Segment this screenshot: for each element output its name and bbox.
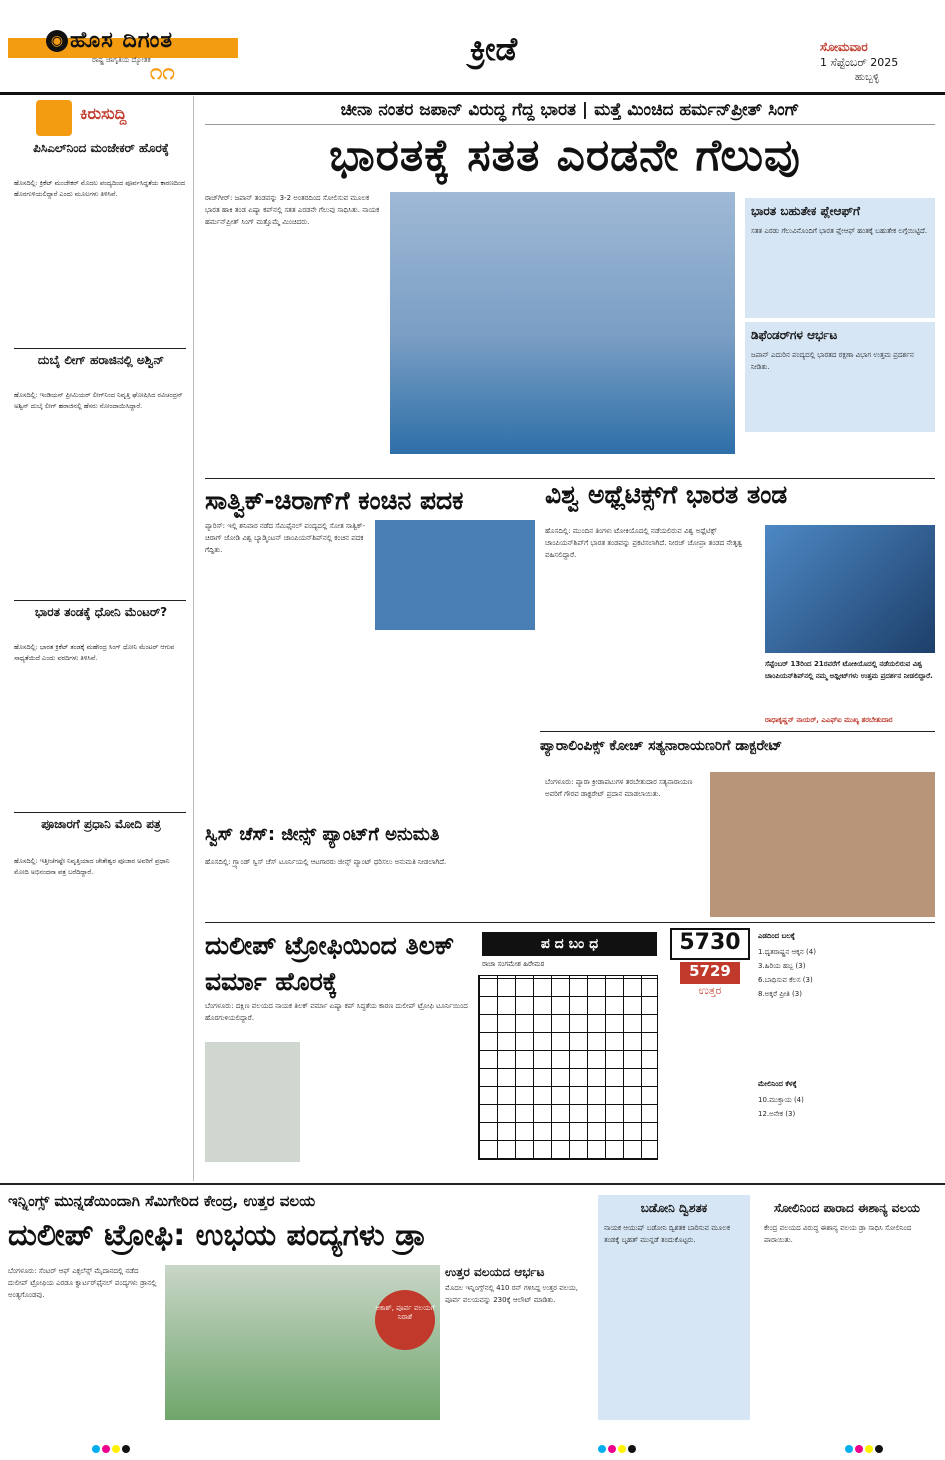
brief-title[interactable]: ದುಬೈ ಲೀಗ್ ಹರಾಜಿನಲ್ಲಿ ಅಶ್ವಿನ್ xyxy=(37,353,165,367)
sub-body: ಮೊದಲ ಇನ್ನಿಂಗ್ಸ್‌ನಲ್ಲಿ 410 ರನ್ ಗಳಿಸಿದ್ದ ಉತ್ತರ ವಲಯ, ಪೂರ್ವ ವಲಯವನ್ನು 230ಕ್ಕೆ ಆಲೌಟ್ ಮಾಡಿತು. xyxy=(445,1284,578,1304)
side-story xyxy=(598,1195,750,1420)
side-story xyxy=(758,1195,936,1420)
lead-body: ರಾಜ್‌ಗೀರ್: ಜಪಾನ್ ತಂಡವನ್ನು 3-2 ಅಂತರದಿಂದ ಸೋಲಿಸುವ ಮೂಲಕ ಭಾರತ ಹಾಕಿ ತಂಡ ಏಷ್ಯಾ ಕಪ್‌ನಲ್ಲಿ ಸತತ ಎರಡನೇ ಗೆಲುವು ಸಾಧಿಸಿತು. ನಾಯಕ ಹರ್ಮನ್‌ಪ್ರೀತ್ ಸಿಂಗ್ ಮತ್ತೊಮ್ಮೆ ಮಿಂಚಿದರು. xyxy=(205,194,380,226)
sub-headline: ಉತ್ತರ ವಲಯದ ಆರ್ಭಟ xyxy=(445,1265,545,1279)
hockey-photo xyxy=(390,192,735,454)
divider xyxy=(205,478,935,479)
tilak-photo xyxy=(205,1042,300,1162)
lead-body-cont xyxy=(205,460,735,476)
clue: 6.ಬಾಧಿಸುವ ಕೆಲಸ (3) xyxy=(758,976,813,984)
print-registration-marks xyxy=(0,1430,945,1460)
date-day: ಸೋಮವಾರ xyxy=(820,40,868,54)
lead-headline[interactable]: ಭಾರತಕ್ಕೆ ಸತತ ಎರಡನೇ ಗೆಲುವು xyxy=(329,130,801,181)
divider xyxy=(0,1183,945,1185)
side-story-title: ಸೋಲಿನಿಂದ ಪಾರಾದ ಈಶಾನ್ಯ ವಲಯ xyxy=(773,1201,921,1215)
side-box-body: ಸತತ ಎರಡು ಗೆಲುವಿನೊಂದಿಗೆ ಭಾರತ ಪ್ಲೇಆಫ್ ಹಂತಕ್ಕೆ ಬಹುತೇಕ ಲಗ್ಗೆಯಿಟ್ಟಿದೆ. xyxy=(751,227,928,235)
brief-title[interactable]: ಪೂಜಾರಗೆ ಪ್ರಧಾನಿ ಮೋದಿ ಪತ್ರ xyxy=(41,817,161,831)
duleep-tilak-headline[interactable]: ದುಲೀಪ್ ಟ್ರೋಫಿಯಿಂದ ತಿಲಕ್ ವರ್ಮಾ ಹೊರಕ್ಕೆ xyxy=(205,931,455,996)
duleep-tilak-body: ಬೆಂಗಳೂರು: ದಕ್ಷಿಣ ವಲಯದ ನಾಯಕ ತಿಲಕ್ ವರ್ಮಾ ಏಷ್ಯಾ ಕಪ್ ಸಿದ್ಧತೆಯ ಕಾರಣ ದುಲೀಪ್ ಟ್ರೋಫಿ ಟೂರ್ನಿಯಿಂದ ಹೊರಗುಳಿಯಲಿದ್ದಾರೆ. xyxy=(205,1002,468,1022)
section-title: ಕ್ರೀಡೆ xyxy=(470,30,518,68)
edition-city: ಹುಬ್ಬಳ್ಳಿ xyxy=(855,72,880,83)
duleep-kicker: ಇನ್ನಿಂಗ್ಸ್ ಮುನ್ನಡೆಯಿಂದಾಗಿ ಸೆಮಿಗೇರಿದ ಕೇಂದ್ರ, ಉತ್ತರ ವಲಯ xyxy=(8,1192,316,1210)
divider xyxy=(14,600,186,601)
divider xyxy=(14,812,186,813)
paralympic-body: ಬೆಂಗಳೂರು: ಪ್ಯಾರಾ ಕ್ರೀಡಾಪಟುಗಳ ತರಬೇತುದಾರ ಸತ್ಯನಾರಾಯಣ ಅವರಿಗೆ ಗೌರವ ಡಾಕ್ಟರೇಟ್ ಪ್ರದಾನ ಮಾಡಲಾಯಿತು. xyxy=(545,778,693,798)
brief-body: ಹೊಸದಿಲ್ಲಿ: ಇಂಡಿಯನ್ ಪ್ರೀಮಿಯರ್ ಲೀಗ್‌ನಿಂದ ನಿವೃತ್ತಿ ಘೋಷಿಸಿದ ರವಿಚಂದ್ರನ್ ಅಶ್ವಿನ್ ದುಬೈ ಲೀಗ್ ಹರಾಜಿನಲ್ಲಿ ಹೆಸರು ನೋಂದಾಯಿಸಿದ್ದಾರೆ. xyxy=(14,391,183,410)
side-box xyxy=(745,198,935,318)
puzzle-prev-number: 5729 xyxy=(680,962,740,984)
divider xyxy=(205,922,935,923)
side-box-body: ಜಪಾನ್ ಎದುರಿನ ಪಂದ್ಯದಲ್ಲಿ ಭಾರತದ ರಕ್ಷಣಾ ವಿಭಾಗ ಉತ್ತಮ ಪ್ರದರ್ಶನ ನೀಡಿತು. xyxy=(751,351,914,371)
side-box xyxy=(745,322,935,432)
brief-body: ಹೊಸದಿಲ್ಲಿ: ಇತ್ತೀಚೆಗಷ್ಟೇ ನಿವೃತ್ತಿಯಾದ ಚೇತೇಶ್ವರ ಪೂಜಾರ ಅವರಿಗೆ ಪ್ರಧಾನಿ ಮೋದಿ ಅಭಿನಂದನಾ ಪತ್ರ ಬರೆದಿದ್ದಾರೆ. xyxy=(14,857,170,876)
divider xyxy=(14,348,186,349)
clue: 3.ಹಿರಿಯ ಹಬ್ಬ (3) xyxy=(758,962,806,970)
divider xyxy=(540,731,935,732)
lead-kicker: ಚೀನಾ ನಂತರ ಜಪಾನ್ ವಿರುದ್ಧ ಗೆದ್ದ ಭಾರತ | ಮತ್ತೆ ಮಿಂಚಿದ ಹರ್ಮನ್‌ಪ್ರೀತ್ ಸಿಂಗ್ xyxy=(205,96,935,125)
side-box-title: ಡಿಫೆಂಡರ್‌ಗಳ ಆರ್ಭಟ xyxy=(751,328,838,342)
duleep-body: ಬೆಂಗಳೂರು: ಸೆಂಟರ್ ಆಫ್ ಎಕ್ಸಲೆನ್ಸ್ ಮೈದಾನದಲ್ಲಿ ನಡೆದ ದುಲೀಪ್ ಟ್ರೋಫಿಯ ಎರಡೂ ಕ್ವಾರ್ಟರ್‌ಫೈನಲ್ ಪಂದ್ಯಗಳು ಡ್ರಾನಲ್ಲಿ ಅಂತ್ಯಗೊಂಡವು. xyxy=(8,1267,157,1299)
date: 1 ಸೆಪ್ಟೆಂಬರ್ 2025 xyxy=(820,56,899,69)
chess-body: ಹೊಸದಿಲ್ಲಿ: ಗ್ರ್ಯಾಂಡ್ ಸ್ವಿಸ್ ಚೆಸ್ ಟೂರ್ನಿಯಲ್ಲಿ ಆಟಗಾರರು ಜೀನ್ಸ್ ಪ್ಯಾಂಟ್ ಧರಿಸಲು ಅನುಮತಿ ನೀಡಲಾಗಿದೆ. xyxy=(205,858,447,866)
satwik-body: ಪ್ಯಾರಿಸ್: ಇಲ್ಲಿ ಶನಿವಾರ ನಡೆದ ಸೆಮಿಫೈನಲ್ ಪಂದ್ಯದಲ್ಲಿ ಸೋತ ಸಾತ್ವಿಕ್-ಚಿರಾಗ್ ಜೋಡಿ ವಿಶ್ವ ಬ್ಯಾಡ್ಮಿಂಟನ್ ಚಾಂಪಿಯನ್‌ಶಿಪ್‌ನಲ್ಲಿ ಕಂಚಿನ ಪದಕ ಗೆದ್ದಿತು. xyxy=(205,522,365,554)
brief-body: ಹೊಸದಿಲ್ಲಿ: ಕ್ರಿಕೆಟ್ ಮಂಜೇಕರ್ ಮೊದಲ ಪಂದ್ಯದಿಂದ ಪೂರ್ವಸಿದ್ಧತೆಯ ಕಾರಣದಿಂದ ಹೊರಗುಳಿಯಲಿದ್ದಾರೆ ಎಂದು ಮೂಲಗಳು ತಿಳಿಸಿವೆ. xyxy=(14,179,186,198)
kiru-label: ಕಿರುಸುದ್ದಿ xyxy=(80,104,127,123)
puzzle-author: ರಾಜಾ ಸಂಗಮೇಶ ಹಿರೇಮಠ xyxy=(482,960,545,968)
logo-tagline: ರಾಷ್ಟ್ರ ಜಾಗೃತಿಯ ದ್ಯೋತಕ xyxy=(92,56,151,64)
athletics-quote: ಸೆಪ್ಟೆಂಬರ್ 13ರಿಂದ 21ರವರೆಗೆ ಟೋಕಿಯೊದಲ್ಲಿ ನಡೆಯಲಿರುವ ವಿಶ್ವ ಚಾಂಪಿಯನ್‌ಶಿಪ್‌ನಲ್ಲಿ ನಮ್ಮ ಅಥ್ಲೀಟ್‌ಗಳು ಉತ್ತಮ ಪ್ರದರ್ಶನ ನೀಡಲಿದ್ದಾರೆ. xyxy=(765,660,933,680)
clue: 12.ಅನೇಕ (3) xyxy=(758,1110,796,1118)
athletics-body: ಹೊಸದಿಲ್ಲಿ: ಮುಂದಿನ ತಿಂಗಳು ಟೋಕಿಯೊದಲ್ಲಿ ನಡೆಯಲಿರುವ ವಿಶ್ವ ಅಥ್ಲೆಟಿಕ್ಸ್ ಚಾಂಪಿಯನ್‌ಶಿಪ್‌ಗೆ ಭಾರತ ತಂಡವನ್ನು ಪ್ರಕಟಿಸಲಾಗಿದೆ. ನೀರಜ್ ಚೋಪ್ರಾ ತಂಡದ ನೇತೃತ್ವ ವಹಿಸಲಿದ್ದಾರೆ. xyxy=(545,527,743,559)
brief-title[interactable]: ಭಾರತ ತಂಡಕ್ಕೆ ಧೋನಿ ಮೆಂಟರ್? xyxy=(34,605,168,619)
side-story-body: ನಾಯಕ ಆಯುಷ್ ಬಡೋನಿ ದ್ವಿಶತಕ ಬಾರಿಸುವ ಮೂಲಕ ತಂಡಕ್ಕೆ ಬೃಹತ್ ಮುನ್ನಡೆ ತಂದುಕೊಟ್ಟರು. xyxy=(604,1224,731,1244)
brief-body: ಹೊಸದಿಲ್ಲಿ: ಭಾರತ ಕ್ರಿಕೆಟ್ ತಂಡಕ್ಕೆ ಮಹೇಂದ್ರ ಸಿಂಗ್ ಧೋನಿ ಮೆಂಟರ್ ಆಗುವ ಸಾಧ್ಯತೆಯಿದೆ ಎಂದು ವರದಿಗಳು ತಿಳಿಸಿವೆ. xyxy=(14,643,175,662)
photo-caption: ಆಕಾಶ್, ಪೂರ್ವ ವಲಯಗೆ ನಿರಾಶೆ xyxy=(375,1290,435,1350)
quote-byline: ರಾಧಾಕೃಷ್ಣನ್ ನಾಯರ್, ಎಎಫ್‌ಐ ಮುಖ್ಯ ತರಬೇತುದಾರ xyxy=(765,716,893,724)
badminton-photo xyxy=(375,520,535,630)
paralympic-headline[interactable]: ಪ್ಯಾರಾಲಿಂಪಿಕ್ಸ್ ಕೋಚ್ ಸತ್ಯನಾರಾಯಣರಿಗೆ ಡಾಕ್ಟರೇಟ್ xyxy=(540,738,783,754)
puzzle-number: 5730 xyxy=(670,928,750,960)
chess-headline[interactable]: ಸ್ವಿಸ್ ಚೆಸ್: ಜೀನ್ಸ್ ಪ್ಯಾಂಟ್‌ಗೆ ಅನುಮತಿ xyxy=(205,824,440,845)
clue: 1.ಧೃತರಾಷ್ಟ್ರನ ಆಕ್ಕನ (4) xyxy=(758,948,816,956)
athletics-headline[interactable]: ವಿಶ್ವ ಅಥ್ಲೆಟಿಕ್ಸ್‌ಗೆ ಭಾರತ ತಂಡ xyxy=(545,480,788,509)
clue: 10.ಮುಕ್ತಾಯ (4) xyxy=(758,1096,804,1104)
brief-title[interactable]: ಪಿಸಿಎಲ್‌ನಿಂದ ಮಂಜೇಕರ್ ಹೊರಕ್ಕೆ xyxy=(33,141,169,155)
logo-icon: ◉ xyxy=(46,30,68,52)
masthead xyxy=(0,0,945,95)
page-number: ೧೧ xyxy=(150,60,175,85)
award-photo xyxy=(710,772,935,917)
puzzle-prev-label: ಉತ್ತರ xyxy=(698,984,722,997)
crossword-grid[interactable] xyxy=(478,975,658,1160)
clue: 8.ಅಕ್ಕರೆ ಪ್ರೀತಿ (3) xyxy=(758,990,802,998)
side-story-title: ಬಡೋನಿ ದ್ವಿಶತಕ xyxy=(640,1201,708,1215)
satwik-headline[interactable]: ಸಾತ್ವಿಕ್-ಚಿರಾಗ್‌ಗೆ ಕಂಚಿನ ಪದಕ xyxy=(205,486,464,515)
side-story-body: ಕೇಂದ್ರ ವಲಯದ ವಿರುದ್ಧ ಈಶಾನ್ಯ ವಲಯ ಡ್ರಾ ಸಾಧಿಸಿ ಸೋಲಿನಿಂದ ಪಾರಾಯಿತು. xyxy=(764,1224,912,1244)
down-heading: ಮೇಲಿನಿಂದ ಕೆಳಕ್ಕೆ xyxy=(758,1080,797,1088)
duleep-headline[interactable]: ದುಲೀಪ್ ಟ್ರೋಫಿ: ಉಭಯ ಪಂದ್ಯಗಳು ಡ್ರಾ xyxy=(8,1218,427,1253)
puzzle-title: ಪ ದ ಬಂ ಧ xyxy=(482,932,657,956)
logo[interactable]: ಹೊಸ ದಿಗಂತ xyxy=(70,28,174,53)
neeraj-photo xyxy=(765,525,935,653)
hand-icon xyxy=(36,100,72,136)
side-box-title: ಭಾರತ ಬಹುತೇಕ ಪ್ಲೇಆಫ್‌ಗೆ xyxy=(751,204,860,218)
across-heading: ಎಡದಿಂದ ಬಲಕ್ಕೆ xyxy=(758,932,795,940)
